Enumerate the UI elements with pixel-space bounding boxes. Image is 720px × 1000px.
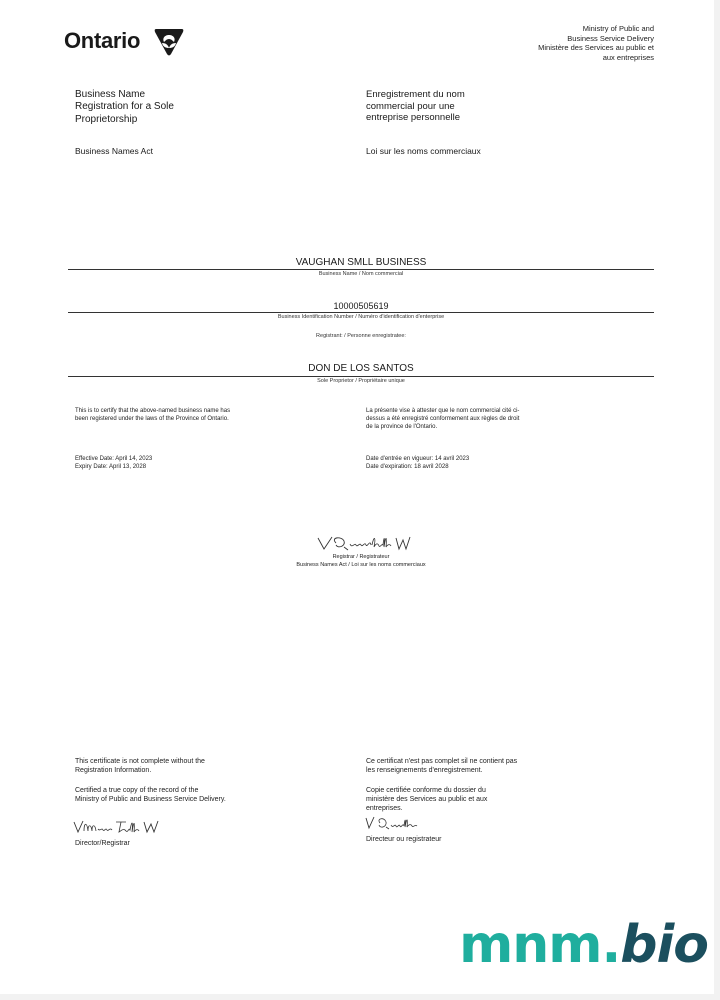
- title-line: commercial pour une: [366, 100, 455, 112]
- act-name-en: Business Names Act: [75, 146, 153, 156]
- ministry-line: Ministry of Public and: [582, 24, 654, 33]
- registrar-title: [200, 554, 522, 569]
- watermark-part-1: mnm.: [459, 915, 621, 975]
- statement-line: ministère des Services au public et aux: [366, 795, 488, 803]
- registrant-label: Registrant: / Personne enregistratee:: [316, 333, 406, 339]
- certify-line: been registered under the laws of the Province of Ontario.: [75, 416, 229, 422]
- bin-rule: [68, 312, 654, 313]
- registrar-signature: [300, 533, 420, 553]
- notice-line: les renseignements d'enregistrement.: [366, 766, 483, 774]
- certify-line: La présente vise à attester que le nom commercial cité ci-: [366, 408, 520, 414]
- title-line: entreprise personnelle: [366, 112, 461, 124]
- registrar-line: Business Names Act / Loi sur les noms commerciaux: [296, 561, 426, 568]
- title-line: Enregistrement du nom: [366, 89, 465, 100]
- statement-line: Ministry of Public and Business Service Delivery.: [75, 795, 226, 803]
- director-title-en: Director/Registrar: [75, 840, 130, 847]
- statement-line: Copie certifiée conforme du dossier du: [366, 787, 486, 794]
- expiry-date-fr: Date d'expiration: 18 avril 2028: [366, 464, 449, 470]
- title-line: Proprietorship: [75, 113, 138, 125]
- incomplete-notice-fr: [366, 758, 566, 776]
- statement-line: Certified a true copy of the record of the: [75, 787, 199, 794]
- certify-line: This is to certify that the above-named business name has: [75, 408, 231, 414]
- business-name-label: Business Name / Nom commercial: [318, 271, 404, 277]
- watermark: [459, 915, 708, 975]
- ministry-line: Ministère des Services au public et: [538, 43, 654, 53]
- title-line: Business Name: [75, 89, 146, 100]
- business-name-value: VAUGHAN SMLL BUSINESS: [295, 257, 427, 268]
- notice-line: This certificate is not complete without the: [75, 758, 205, 765]
- document-title-en: [75, 89, 215, 126]
- ontario-logo-text: Ontario: [64, 28, 141, 53]
- title-line: Registration for a Sole: [75, 101, 174, 113]
- director-signature-fr: [364, 815, 426, 831]
- certify-statement-en: [75, 407, 275, 423]
- true-copy-statement-fr: [366, 787, 566, 813]
- effective-date-en: Effective Date: April 14, 2023: [75, 456, 153, 462]
- statement-line: entreprises.: [366, 804, 403, 812]
- proprietor-label: Sole Proprietor / Propriétaire unique: [317, 378, 405, 384]
- director-signature-en: [72, 818, 162, 836]
- certify-line: dessus a été enregistré conformement aux règles de droit: [366, 416, 520, 422]
- ministry-name: [538, 24, 654, 62]
- notice-line: Ce certificat n'est pas complet sil ne contient pas: [366, 758, 518, 765]
- watermark-part-2: bio: [620, 915, 708, 975]
- incomplete-notice-en: [75, 758, 275, 776]
- director-title-fr: Directeur ou registrateur: [366, 836, 442, 843]
- ministry-line: aux entreprises: [602, 52, 654, 62]
- true-copy-statement-en: [75, 787, 285, 805]
- act-name-fr: Loi sur les noms commerciaux: [366, 146, 481, 156]
- certify-line: de la province de l'Ontario.: [366, 424, 438, 430]
- dates-fr: [366, 455, 566, 471]
- dates-en: [75, 455, 275, 471]
- proprietor-rule: [68, 376, 654, 377]
- proprietor-value: DON DE LOS SANTOS: [308, 363, 414, 374]
- notice-line: Registration Information.: [75, 766, 152, 774]
- bin-label: Business Identification Number / Numéro d'identification d'enterprise: [277, 314, 445, 320]
- certify-statement-fr: [366, 407, 566, 431]
- document-title-fr: [366, 89, 506, 124]
- trillium-logo-icon: [153, 27, 185, 57]
- bin-value: 10000505619: [333, 301, 389, 311]
- expiry-date-en: Expiry Date: April 13, 2028: [75, 464, 147, 470]
- business-name-rule: [68, 269, 654, 270]
- ministry-line: Business Service Delivery: [567, 33, 654, 43]
- effective-date-fr: Date d'entrée en vigueur: 14 avril 2023: [366, 456, 470, 462]
- registrar-line: Registrar / Registrateur: [332, 554, 390, 560]
